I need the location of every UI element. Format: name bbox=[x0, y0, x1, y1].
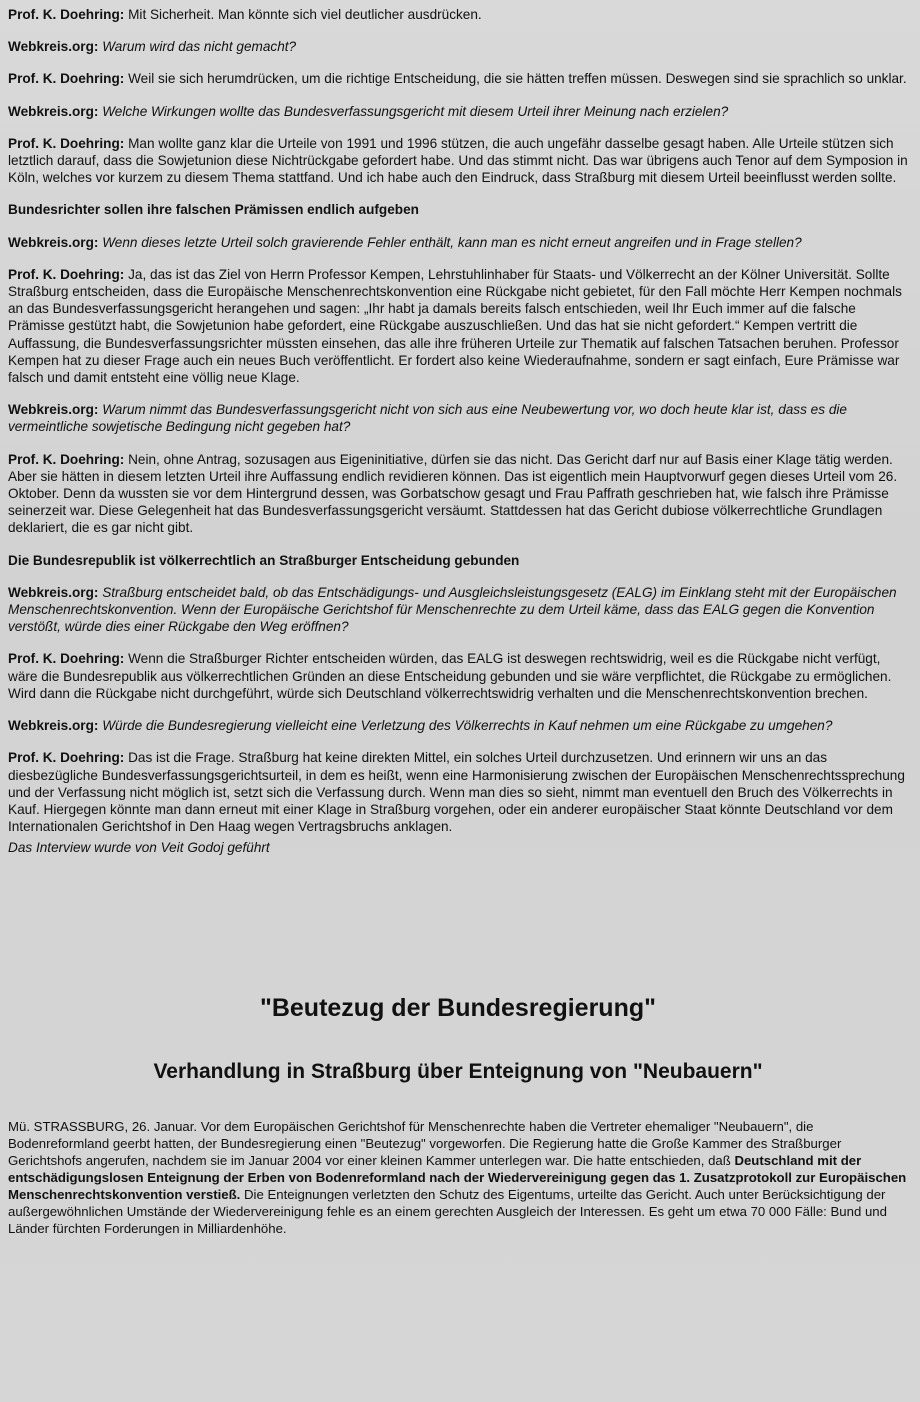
question-text: Welche Wirkungen wollte das Bundesverfassungsgericht mit diesem Urteil ihrer Meinung nach erzielen? bbox=[102, 103, 729, 119]
answer-paragraph bbox=[8, 266, 908, 386]
question-text: Straßburg entscheidet bald, ob das Entschädigungs- und Ausgleichsleistungsgesetz (EALG) im Einklang steht mit der Europäischen Menschenrechtskonvention. Wenn der Europäische Gerichtshof für Menschenrechte zu dem Urteil käme, dass das EALG gegen die Konvention verstößt, würde dies einer Rückgabe den Weg eröffnen? bbox=[8, 584, 897, 635]
speaker-label: Webkreis.org: bbox=[8, 39, 99, 55]
speaker-label: Webkreis.org: bbox=[8, 103, 99, 119]
answer-text: Nein, ohne Antrag, sozusagen aus Eigeninitiative, dürfen sie das nicht. Das Gericht darf nur auf Basis einer Klage tätig werden. Aber sie hätten in diesem letzten Urteil ihre Auffassung endlich revidieren können. Das ist eigentlich mein Hauptvorwurf gegen dieses Urteil vom 26. Oktober. Denn da wussten sie vor dem Hintergrund dessen, was Gorbatschow gesagt und Frau Paffrath geschrieben hat, wie falsch ihre Prämisse seinerzeit war. Diese Gelegenheit hat das Bundesverfassungsgericht versäumt. Stattdessen hat das Gericht dubiose völkerrechtliche Grundlagen deklariert, die es gar nicht gibt. bbox=[8, 451, 898, 536]
speaker-label: Webkreis.org: bbox=[8, 718, 99, 734]
article-body-emphasis: Deutschland mit der entschädigungslosen Enteignung der Erben von Bodenreformland nach der Wiedervereinigung gegen das 1. Zusatzprotokoll zur Europäischen Menschenrechtskonvention verstieß. bbox=[8, 1152, 907, 1202]
speaker-label: Prof. K. Doehring: bbox=[8, 135, 125, 151]
question-paragraph bbox=[8, 38, 908, 55]
question-text: Warum wird das nicht gemacht? bbox=[102, 39, 297, 55]
answer-text: Man wollte ganz klar die Urteile von 1991 und 1996 stützen, die auch ungefähr dasselbe gesagt haben. Alle Urteile stützen sich letztlich darauf, dass die Sowjetunion diese Nichtrückgabe gefordert habe. Und das stimmt nicht. Das war übrigens auch Tenor auf dem Symposion in Köln, welches vor kurzem zu diesem Thema stattfand. Und ich habe auch den Eindruck, dass Straßburg mit diesem Urteil beeinflusst werden sollte. bbox=[8, 135, 908, 186]
interview-credit: Das Interview wurde von Veit Godoj geführt bbox=[8, 840, 270, 856]
speaker-label: Prof. K. Doehring: bbox=[8, 266, 125, 282]
answer-text: Ja, das ist das Ziel von Herrn Professor Kempen, Lehrstuhlinhaber für Staats- und Völkerrecht an der Kölner Universität. Sollte Straßburg entscheiden, dass die Europäische Menschenrechtskonvention eine Rückgabe nicht gebietet, für den Fall möchte Herr Kempen nochmals an das Bundesverfassungsgericht herangehen und sagen: „Ihr habt ja damals bereits falsch entschieden, weil Ihr Euch immer auf die falsche Prämisse gestützt habt, die Sowjetunion habe gefordert, eine Rückgabe auszuschließen. Und das hat sie nicht gefordert.“ Kempen vertritt die Auffassung, die Bundesverfassungsrichter müssten einsehen, das alle ihre früheren Urteile zur Thematik auf falschen Tatsachen beruhen. Professor Kempen hat zu dieser Frage auch ein neues Buch veröffentlicht. Er fordert also keine Wiederaufnahme, sondern er sagt einfach, Eure Prämisse war falsch und damit entsteht eine völlig neue Klage. bbox=[8, 266, 902, 386]
answer-paragraph bbox=[8, 70, 908, 87]
article-body-text: Die Enteignungen verletzten den Schutz des Eigentums, urteilte das Gericht. Auch unter Berücksichtigung der außergewöhnlichen Umstände der Wiedervereinigung fehle es an einem gerechten Ausgleich der Interessen. Es geht um etwa 70 000 Fälle: Bund und Länder fürchten Forderungen in Milliardenhöhe. bbox=[8, 1186, 887, 1236]
answer-text: Wenn die Straßburger Richter entscheiden würden, das EALG ist deswegen rechtswidrig, weil es die Rückgabe nicht verfügt, wäre die Bundesrepublik aus völkerrechtlichen Gründen an diese Entscheidung gebunden und sie wäre verpflichtet, die Rückgabe zu ermöglichen. Wird dann die Rückgabe nicht durchgeführt, würde sich Deutschland völkerrechtswidrig verhalten und die Menschenrechtskonvention brechen. bbox=[8, 651, 892, 701]
speaker-label: Webkreis.org: bbox=[8, 584, 99, 600]
article-body bbox=[8, 1118, 908, 1237]
answer-paragraph bbox=[8, 6, 908, 23]
article-title: "Beutezug der Bundesregierung" bbox=[260, 993, 656, 1022]
speaker-label: Webkreis.org: bbox=[8, 234, 99, 250]
question-paragraph bbox=[8, 717, 908, 734]
question-text: Warum nimmt das Bundesverfassungsgericht nicht von sich aus eine Neubewertung vor, wo doch heute klar ist, dass es die vermeintliche sowjetische Bedingung nicht gegeben hat? bbox=[8, 402, 847, 435]
question-paragraph bbox=[8, 584, 908, 636]
answer-paragraph bbox=[8, 749, 908, 835]
question-paragraph bbox=[8, 103, 908, 120]
question-text: Wenn dieses letzte Urteil solch gravierende Fehler enthält, kann man es nicht erneut angreifen und in Frage stellen? bbox=[102, 234, 802, 250]
article-body-text: Mü. STRASSBURG, 26. Januar. Vor dem Europäischen Gerichtshof für Menschenrechte haben die Vertreter ehemaliger "Neubauern", die Bodenreformland geerbt hatten, der Bundesregierung einen "Beutezug" vorgeworfen. Die Regierung hatte die Große Kammer des Straßburger Gerichtshofs angerufen, nachdem sie im Januar 2004 vor einer kleinen Kammer unterlegen war. Die hatte entschieden, daß bbox=[8, 1118, 842, 1168]
answer-text: Weil sie sich herumdrücken, um die richtige Entscheidung, die sie hätten treffen müssen. Deswegen sind sie sprachlich so unklar. bbox=[128, 71, 907, 87]
answer-paragraph bbox=[8, 135, 908, 187]
article-subtitle: Verhandlung in Straßburg über Enteignung von "Neubauern" bbox=[153, 1059, 763, 1083]
answer-paragraph bbox=[8, 451, 908, 537]
section-heading: Die Bundesrepublik ist völkerrechtlich an Straßburger Entscheidung gebunden bbox=[8, 552, 520, 568]
answer-text: Das ist die Frage. Straßburg hat keine direkten Mittel, ein solches Urteil durchzusetzen. Und erinnern wir uns an das diesbezügliche Bundesverfassungsgerichtsurteil, in dem es heißt, wenn eine Harmonisierung zwischen der Europäischen Menschenrechtssprechung und der Verfassung nicht möglich ist, setzt sich die Verfassung durch. Wenn man dies so sieht, nimmt man eventuell den Bruch des Völkerrechts in Kauf. Hiergegen könnte man dann erneut mit einer Klage in Straßburg vorgehen, oder ein anderer europäischer Staat könnte Deutschland vor dem Internationalen Gerichtshof in Den Haag wegen Vertragsbruchs anklagen. bbox=[8, 750, 905, 835]
answer-paragraph bbox=[8, 650, 908, 702]
question-paragraph bbox=[8, 234, 908, 251]
speaker-label: Webkreis.org: bbox=[8, 402, 99, 418]
speaker-label: Prof. K. Doehring: bbox=[8, 71, 125, 87]
speaker-label: Prof. K. Doehring: bbox=[8, 750, 125, 766]
question-text: Würde die Bundesregierung vielleicht eine Verletzung des Völkerrechts in Kauf nehmen um eine Rückgabe zu umgehen? bbox=[102, 718, 833, 734]
section-heading: Bundesrichter sollen ihre falschen Prämissen endlich aufgeben bbox=[8, 202, 419, 218]
speaker-label: Prof. K. Doehring: bbox=[8, 451, 125, 467]
question-paragraph bbox=[8, 401, 908, 435]
answer-text: Mit Sicherheit. Man könnte sich viel deutlicher ausdrücken. bbox=[128, 7, 482, 22]
interview-section bbox=[8, 6, 908, 857]
speaker-label: Prof. K. Doehring: bbox=[8, 651, 125, 667]
speaker-label: Prof. K. Doehring: bbox=[8, 7, 125, 22]
